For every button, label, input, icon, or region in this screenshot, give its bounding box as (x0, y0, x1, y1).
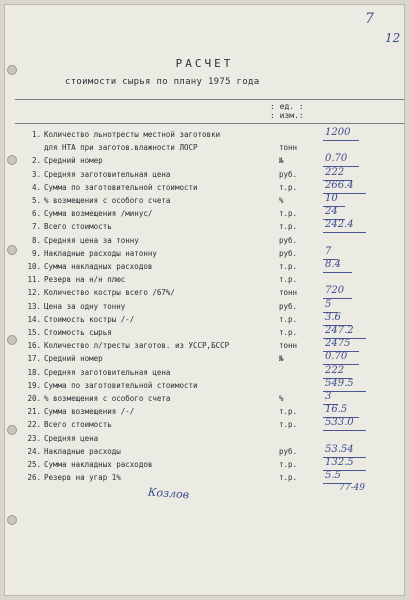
archive-number: 12 (385, 31, 401, 45)
row-number: 13. (27, 302, 41, 311)
unit-header-top: : ед. : (270, 102, 304, 111)
row-label: Цена за одну тонну (44, 302, 126, 311)
row-number: 17. (27, 354, 41, 363)
row-unit: т.р. (279, 407, 298, 416)
row-label: Количество л/тресты заготов. из УССР,БССР (44, 341, 230, 350)
row-number: 21. (27, 407, 41, 416)
row-number: 26. (27, 473, 41, 482)
row-label: % возмещения с особого счета (44, 196, 171, 205)
header-rule-bottom (15, 123, 404, 124)
handwritten-value: 0.70 (325, 351, 348, 362)
row-unit: т.р. (279, 275, 298, 284)
row-number: 16. (27, 341, 41, 350)
document-subtitle: стоимости сырья по плану 1975 года (65, 77, 260, 87)
handwritten-value: 720 (325, 285, 345, 296)
document-page (4, 4, 405, 596)
handwritten-value: 10 (325, 193, 338, 204)
row-label: Средняя цена (44, 434, 99, 443)
row-label: Сумма накладных расходов (44, 262, 153, 271)
row-number: 8. (31, 236, 41, 245)
handwritten-value: 132.5 (325, 457, 354, 468)
handwritten-value: 5.5 (325, 470, 341, 481)
row-label: Средний номер (44, 354, 103, 363)
row-number: 11. (27, 275, 41, 284)
value-underline (323, 232, 366, 233)
row-unit: % (279, 394, 284, 403)
header-rule-top (15, 99, 404, 100)
row-unit: руб. (279, 249, 298, 258)
handwritten-value: 266.4 (325, 180, 354, 191)
row-unit: руб. (279, 447, 298, 456)
binding-hole (7, 515, 17, 525)
row-number: 5. (31, 196, 41, 205)
row-unit: руб. (279, 170, 298, 179)
handwritten-value: 222 (325, 365, 345, 376)
row-number: 3. (31, 170, 41, 179)
handwritten-value: 533.0 (325, 417, 354, 428)
row-label: Резерв на угар 1% (44, 473, 121, 482)
row-label: Средняя заготовительная цена (44, 368, 171, 377)
handwritten-value: 549.5 (325, 378, 354, 389)
value-underline (323, 430, 366, 431)
row-unit: т.р. (279, 420, 298, 429)
handwritten-value: 0.70 (325, 153, 348, 164)
value-underline (323, 272, 352, 273)
handwritten-value: 16.5 (325, 404, 348, 415)
row-number: 23. (27, 434, 41, 443)
row-label: Сумма возмещения /минус/ (44, 209, 153, 218)
footer-value: 77-49 (339, 483, 365, 493)
row-number: 24. (27, 447, 41, 456)
row-label: Сумма по заготовительной стоимости (44, 381, 198, 390)
signature: Козлов (147, 485, 190, 502)
handwritten-value: 53.54 (325, 444, 354, 455)
row-label: Средняя цена за тонну (44, 236, 139, 245)
handwritten-value: 7 (325, 246, 332, 257)
handwritten-value: 8.4 (325, 259, 341, 270)
row-label: Всего стоимость (44, 222, 112, 231)
row-number: 1. (31, 130, 41, 139)
binding-hole (7, 425, 17, 435)
handwritten-value: 3 (325, 391, 332, 402)
row-label: Стоимость костры /-/ (44, 315, 135, 324)
row-label: Накладные расходы натонну (44, 249, 157, 258)
binding-hole (7, 335, 17, 345)
row-unit: № (279, 354, 284, 363)
row-label: Всего стоимость (44, 420, 112, 429)
row-unit: т.р. (279, 183, 298, 192)
row-label: Средний номер (44, 156, 103, 165)
row-unit: т.р. (279, 460, 298, 469)
row-label: Количество льнотресты местной заготовки (44, 130, 221, 139)
row-label: Сумма по заготовительной стоимости (44, 183, 198, 192)
row-label: для НТА при заготов.влажности ЛОСР (44, 143, 198, 152)
handwritten-value: 24 (325, 206, 338, 217)
row-number: 25. (27, 460, 41, 469)
row-number: 12. (27, 288, 41, 297)
row-number: 2. (31, 156, 41, 165)
handwritten-value: 5 (325, 299, 332, 310)
row-number: 9. (31, 249, 41, 258)
row-number: 20. (27, 394, 41, 403)
unit-header-bottom: : изм.: (270, 111, 304, 120)
row-unit: тонн (279, 341, 298, 350)
value-underline (323, 140, 359, 141)
row-number: 22. (27, 420, 41, 429)
handwritten-value: 222 (325, 167, 345, 178)
row-unit: руб. (279, 236, 298, 245)
row-unit: % (279, 196, 284, 205)
row-number: 10. (27, 262, 41, 271)
row-label: Количество костры всего /67%/ (44, 288, 175, 297)
row-label: % возмещения с особого счета (44, 394, 171, 403)
row-label: Накладные расходы (44, 447, 121, 456)
row-label: Резерв на н/н плюс (44, 275, 126, 284)
handwritten-value: 242.4 (325, 219, 354, 230)
binding-holes (7, 5, 21, 595)
row-number: 18. (27, 368, 41, 377)
document-title: РАСЧЕТ (175, 57, 234, 70)
corner-mark: 7 (365, 11, 374, 27)
row-number: 6. (31, 209, 41, 218)
row-unit: тонн (279, 288, 298, 297)
row-unit: т.р. (279, 262, 298, 271)
handwritten-value: 2475 (325, 338, 351, 349)
handwritten-value: 1200 (325, 127, 351, 138)
row-unit: тонн (279, 143, 298, 152)
row-unit: руб. (279, 302, 298, 311)
row-unit: т.р. (279, 209, 298, 218)
row-number: 19. (27, 381, 41, 390)
row-label: Сумма возмещения /-/ (44, 407, 135, 416)
row-unit: т.р. (279, 473, 298, 482)
row-unit: т.р. (279, 315, 298, 324)
binding-hole (7, 245, 17, 255)
row-number: 15. (27, 328, 41, 337)
row-unit: т.р. (279, 328, 298, 337)
binding-hole (7, 155, 17, 165)
row-unit: т.р. (279, 222, 298, 231)
row-label: Средняя заготовительная цена (44, 170, 171, 179)
row-number: 7. (31, 222, 41, 231)
row-label: Сумма накладных расходов (44, 460, 153, 469)
row-number: 4. (31, 183, 41, 192)
handwritten-value: 247.2 (325, 325, 354, 336)
row-unit: № (279, 156, 284, 165)
row-number: 14. (27, 315, 41, 324)
handwritten-value: 3.6 (325, 312, 341, 323)
row-label: Стоимость сырья (44, 328, 112, 337)
